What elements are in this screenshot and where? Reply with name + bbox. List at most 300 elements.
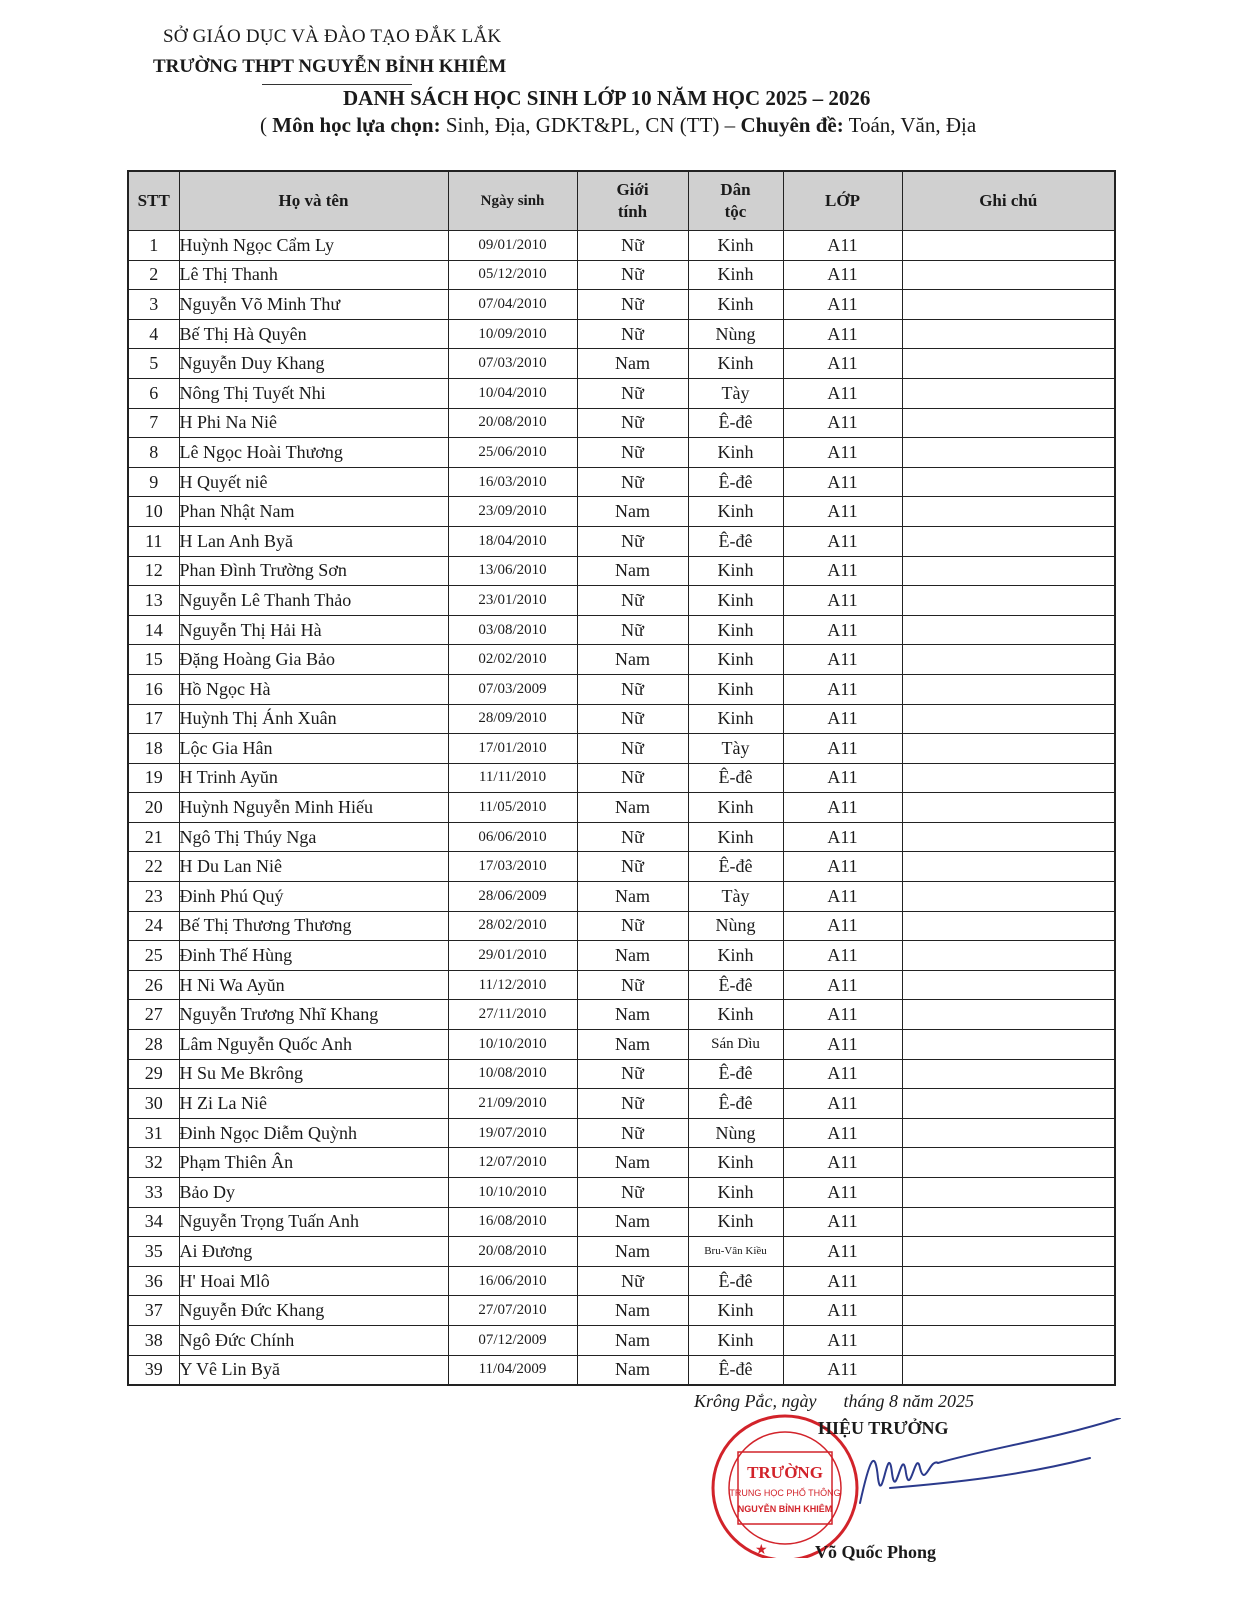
cell-stt: 24 (128, 911, 179, 941)
cell-stt: 37 (128, 1296, 179, 1326)
cell-name: H Du Lan Niê (179, 852, 448, 882)
cell-dob: 10/10/2010 (448, 1030, 577, 1060)
cell-class: A11 (783, 1148, 902, 1178)
cell-ethnicity: Kinh (688, 1000, 783, 1030)
cell-dob: 16/03/2010 (448, 467, 577, 497)
cell-name: H Lan Anh Byă (179, 526, 448, 556)
cell-sex: Nữ (577, 438, 688, 468)
table-row (128, 615, 1115, 645)
col-header-class: LỚP (783, 171, 902, 231)
table-row (128, 467, 1115, 497)
table-row (128, 408, 1115, 438)
school-name: TRƯỜNG THPT NGUYỄN BỈNH KHIÊM (153, 56, 507, 77)
cell-sex: Nam (577, 882, 688, 912)
cell-name: Nguyễn Duy Khang (179, 349, 448, 379)
cell-name: Lê Thị Thanh (179, 260, 448, 290)
table-row (128, 260, 1115, 290)
cell-ethnicity: Kinh (688, 556, 783, 586)
cell-name: Lê Ngọc Hoài Thương (179, 438, 448, 468)
cell-class: A11 (783, 1207, 902, 1237)
cell-sex: Nữ (577, 1059, 688, 1089)
cell-class: A11 (783, 497, 902, 527)
cell-sex: Nam (577, 349, 688, 379)
cell-name: Lộc Gia Hân (179, 734, 448, 764)
table-row (128, 1030, 1115, 1060)
cell-class: A11 (783, 1325, 902, 1355)
cell-ethnicity: Ê-đê (688, 408, 783, 438)
document-subtitle (260, 113, 976, 138)
cell-stt: 2 (128, 260, 179, 290)
cell-sex: Nam (577, 1148, 688, 1178)
table-row (128, 1207, 1115, 1237)
cell-class: A11 (783, 822, 902, 852)
subtitle-open: ( (260, 113, 273, 137)
cell-note (902, 378, 1115, 408)
stamp-line-2: TRUNG HỌC PHỔ THÔNG (729, 1488, 841, 1498)
cell-class: A11 (783, 674, 902, 704)
cell-sex: Nữ (577, 526, 688, 556)
cell-stt: 1 (128, 231, 179, 261)
cell-name: Phan Nhật Nam (179, 497, 448, 527)
table-row (128, 319, 1115, 349)
cell-name: Đặng Hoàng Gia Bảo (179, 645, 448, 675)
cell-stt: 12 (128, 556, 179, 586)
cell-note (902, 1237, 1115, 1267)
cell-sex: Nam (577, 1325, 688, 1355)
cell-sex: Nữ (577, 911, 688, 941)
cell-dob: 10/09/2010 (448, 319, 577, 349)
cell-ethnicity: Kinh (688, 704, 783, 734)
cell-dob: 16/06/2010 (448, 1266, 577, 1296)
cell-ethnicity: Ê-đê (688, 526, 783, 556)
cell-sex: Nam (577, 793, 688, 823)
cell-name: Nguyễn Võ Minh Thư (179, 290, 448, 320)
cell-ethnicity: Kinh (688, 1325, 783, 1355)
department-name: SỞ GIÁO DỤC VÀ ĐÀO TẠO ĐẮK LẮK (163, 26, 502, 47)
table-row (128, 970, 1115, 1000)
cell-class: A11 (783, 941, 902, 971)
cell-ethnicity: Kinh (688, 615, 783, 645)
table-row (128, 763, 1115, 793)
cell-ethnicity: Kinh (688, 1296, 783, 1326)
table-row (128, 1000, 1115, 1030)
cell-class: A11 (783, 231, 902, 261)
cell-dob: 27/11/2010 (448, 1000, 577, 1030)
cell-dob: 07/12/2009 (448, 1325, 577, 1355)
cell-dob: 05/12/2010 (448, 260, 577, 290)
place-date: Krông Pắc, ngày tháng 8 năm 2025 (694, 1391, 974, 1411)
cell-note (902, 526, 1115, 556)
cell-ethnicity: Ê-đê (688, 467, 783, 497)
cell-stt: 27 (128, 1000, 179, 1030)
cell-class: A11 (783, 349, 902, 379)
cell-dob: 11/05/2010 (448, 793, 577, 823)
col-header-stt: STT (128, 171, 179, 231)
table-row (128, 349, 1115, 379)
cell-dob: 25/06/2010 (448, 438, 577, 468)
cell-sex: Nữ (577, 1118, 688, 1148)
cell-sex: Nam (577, 556, 688, 586)
cell-sex: Nam (577, 497, 688, 527)
cell-ethnicity: Nùng (688, 319, 783, 349)
cell-dob: 28/06/2009 (448, 882, 577, 912)
cell-name: Ai Đương (179, 1237, 448, 1267)
cell-stt: 23 (128, 882, 179, 912)
cell-class: A11 (783, 970, 902, 1000)
cell-ethnicity: Kinh (688, 793, 783, 823)
table-row (128, 1296, 1115, 1326)
cell-stt: 15 (128, 645, 179, 675)
cell-dob: 06/06/2010 (448, 822, 577, 852)
cell-dob: 21/09/2010 (448, 1089, 577, 1119)
cell-sex: Nữ (577, 852, 688, 882)
cell-dob: 02/02/2010 (448, 645, 577, 675)
cell-ethnicity: Bru-Vân Kiều (688, 1237, 783, 1267)
cell-note (902, 822, 1115, 852)
cell-name: Y Vê Lin Byă (179, 1355, 448, 1385)
cell-ethnicity: Ê-đê (688, 763, 783, 793)
cell-dob: 11/11/2010 (448, 763, 577, 793)
principal-name: Võ Quốc Phong (815, 1542, 937, 1562)
col-header-sex (577, 171, 688, 231)
cell-stt: 21 (128, 822, 179, 852)
cell-note (902, 1266, 1115, 1296)
cell-class: A11 (783, 1237, 902, 1267)
cell-ethnicity: Ê-đê (688, 970, 783, 1000)
table-row (128, 497, 1115, 527)
cell-name: Nông Thị Tuyết Nhi (179, 378, 448, 408)
table-header-row (128, 171, 1115, 231)
cell-name: Phạm Thiên Ân (179, 1148, 448, 1178)
cell-name: Nguyễn Lê Thanh Thảo (179, 586, 448, 616)
subjects-value: Sinh, Địa, GDKT&PL, CN (TT) – (440, 113, 741, 137)
cell-stt: 16 (128, 674, 179, 704)
cell-sex: Nữ (577, 586, 688, 616)
table-row (128, 882, 1115, 912)
cell-dob: 28/09/2010 (448, 704, 577, 734)
cell-name: H Zi La Niê (179, 1089, 448, 1119)
cell-name: Đinh Phú Quý (179, 882, 448, 912)
cell-note (902, 704, 1115, 734)
cell-stt: 10 (128, 497, 179, 527)
table-row (128, 290, 1115, 320)
cell-class: A11 (783, 1296, 902, 1326)
cell-name: H Su Me Bkrông (179, 1059, 448, 1089)
cell-ethnicity: Kinh (688, 497, 783, 527)
cell-name: Huỳnh Nguyễn Minh Hiếu (179, 793, 448, 823)
cell-dob: 03/08/2010 (448, 615, 577, 645)
topics-label: Chuyên đề: (740, 113, 844, 137)
cell-note (902, 615, 1115, 645)
cell-stt: 18 (128, 734, 179, 764)
table-row (128, 1148, 1115, 1178)
cell-sex: Nam (577, 1296, 688, 1326)
cell-dob: 11/04/2009 (448, 1355, 577, 1385)
cell-stt: 39 (128, 1355, 179, 1385)
cell-note (902, 1030, 1115, 1060)
cell-name: H Trinh Ayŭn (179, 763, 448, 793)
cell-stt: 5 (128, 349, 179, 379)
col-header-dob: Ngày sinh (448, 171, 577, 231)
cell-dob: 10/04/2010 (448, 378, 577, 408)
cell-class: A11 (783, 526, 902, 556)
cell-dob: 27/07/2010 (448, 1296, 577, 1326)
col-header-ethnicity (688, 171, 783, 231)
cell-note (902, 645, 1115, 675)
col-header-eth-line2: tộc (724, 202, 747, 221)
school-underline (262, 84, 412, 85)
cell-ethnicity: Kinh (688, 349, 783, 379)
cell-class: A11 (783, 1266, 902, 1296)
topics-value: Toán, Văn, Địa (843, 113, 977, 137)
cell-class: A11 (783, 378, 902, 408)
cell-ethnicity: Nùng (688, 1118, 783, 1148)
table-row (128, 438, 1115, 468)
cell-dob: 29/01/2010 (448, 941, 577, 971)
cell-stt: 33 (128, 1178, 179, 1208)
cell-sex: Nam (577, 1355, 688, 1385)
table-row (128, 526, 1115, 556)
stamp-center-word: TRƯỜNG (747, 1463, 823, 1482)
cell-ethnicity: Sán Dìu (688, 1030, 783, 1060)
cell-ethnicity: Kinh (688, 822, 783, 852)
cell-note (902, 970, 1115, 1000)
cell-ethnicity: Kinh (688, 260, 783, 290)
cell-sex: Nữ (577, 1178, 688, 1208)
cell-sex: Nữ (577, 408, 688, 438)
cell-ethnicity: Kinh (688, 1178, 783, 1208)
cell-name: Hồ Ngọc Hà (179, 674, 448, 704)
cell-sex: Nữ (577, 378, 688, 408)
cell-class: A11 (783, 882, 902, 912)
cell-dob: 10/08/2010 (448, 1059, 577, 1089)
cell-stt: 22 (128, 852, 179, 882)
cell-note (902, 1355, 1115, 1385)
cell-ethnicity: Kinh (688, 1207, 783, 1237)
cell-class: A11 (783, 1000, 902, 1030)
table-row (128, 1325, 1115, 1355)
cell-ethnicity: Kinh (688, 290, 783, 320)
cell-ethnicity: Ê-đê (688, 1059, 783, 1089)
cell-note (902, 438, 1115, 468)
table-row (128, 1266, 1115, 1296)
subjects-label: Môn học lựa chọn: (272, 113, 441, 137)
table-row (128, 586, 1115, 616)
cell-class: A11 (783, 467, 902, 497)
cell-name: Đinh Thế Hùng (179, 941, 448, 971)
table-row (128, 1118, 1115, 1148)
cell-note (902, 260, 1115, 290)
cell-class: A11 (783, 319, 902, 349)
cell-class: A11 (783, 1059, 902, 1089)
cell-stt: 6 (128, 378, 179, 408)
table-row (128, 1237, 1115, 1267)
cell-ethnicity: Kinh (688, 438, 783, 468)
cell-class: A11 (783, 734, 902, 764)
table-row (128, 734, 1115, 764)
cell-note (902, 467, 1115, 497)
cell-class: A11 (783, 1118, 902, 1148)
cell-stt: 19 (128, 763, 179, 793)
cell-note (902, 1148, 1115, 1178)
cell-stt: 9 (128, 467, 179, 497)
cell-name: Ngô Thị Thúy Nga (179, 822, 448, 852)
cell-ethnicity: Kinh (688, 1148, 783, 1178)
cell-stt: 20 (128, 793, 179, 823)
cell-dob: 20/08/2010 (448, 1237, 577, 1267)
cell-ethnicity: Tày (688, 734, 783, 764)
cell-class: A11 (783, 852, 902, 882)
table-row (128, 852, 1115, 882)
cell-sex: Nữ (577, 290, 688, 320)
cell-dob: 16/08/2010 (448, 1207, 577, 1237)
cell-sex: Nữ (577, 260, 688, 290)
cell-sex: Nữ (577, 467, 688, 497)
cell-name: H' Hoai Mlô (179, 1266, 448, 1296)
cell-stt: 29 (128, 1059, 179, 1089)
cell-name: H Quyết niê (179, 467, 448, 497)
table-row (128, 1355, 1115, 1385)
student-table (127, 170, 1116, 1386)
cell-ethnicity: Kinh (688, 674, 783, 704)
cell-dob: 23/09/2010 (448, 497, 577, 527)
cell-sex: Nam (577, 941, 688, 971)
cell-note (902, 408, 1115, 438)
col-header-eth-line1: Dân (720, 180, 751, 199)
cell-class: A11 (783, 438, 902, 468)
cell-stt: 13 (128, 586, 179, 616)
cell-dob: 18/04/2010 (448, 526, 577, 556)
table-row (128, 822, 1115, 852)
cell-class: A11 (783, 615, 902, 645)
cell-stt: 36 (128, 1266, 179, 1296)
cell-class: A11 (783, 556, 902, 586)
cell-name: Nguyễn Thị Hải Hà (179, 615, 448, 645)
cell-class: A11 (783, 645, 902, 675)
cell-ethnicity: Ê-đê (688, 852, 783, 882)
stamp-line-3: NGUYỄN BỈNH KHIÊM (737, 1504, 833, 1514)
cell-ethnicity: Kinh (688, 231, 783, 261)
cell-ethnicity: Ê-đê (688, 1089, 783, 1119)
cell-note (902, 793, 1115, 823)
cell-note (902, 911, 1115, 941)
cell-class: A11 (783, 1178, 902, 1208)
cell-dob: 20/08/2010 (448, 408, 577, 438)
cell-ethnicity: Ê-đê (688, 1266, 783, 1296)
col-header-name: Họ và tên (179, 171, 448, 231)
cell-dob: 07/03/2009 (448, 674, 577, 704)
cell-note (902, 586, 1115, 616)
cell-sex: Nữ (577, 704, 688, 734)
cell-note (902, 882, 1115, 912)
cell-sex: Nam (577, 1237, 688, 1267)
cell-note (902, 1325, 1115, 1355)
cell-class: A11 (783, 911, 902, 941)
cell-sex: Nam (577, 645, 688, 675)
cell-sex: Nam (577, 1207, 688, 1237)
cell-dob: 11/12/2010 (448, 970, 577, 1000)
cell-dob: 23/01/2010 (448, 586, 577, 616)
cell-stt: 11 (128, 526, 179, 556)
cell-ethnicity: Tày (688, 378, 783, 408)
table-row (128, 1089, 1115, 1119)
cell-class: A11 (783, 763, 902, 793)
cell-name: Nguyễn Đức Khang (179, 1296, 448, 1326)
col-header-sex-line1: Giới (616, 180, 649, 199)
cell-sex: Nữ (577, 734, 688, 764)
col-header-note: Ghi chú (902, 171, 1115, 231)
cell-stt: 25 (128, 941, 179, 971)
cell-name: Nguyễn Trương Nhĩ Khang (179, 1000, 448, 1030)
cell-sex: Nữ (577, 822, 688, 852)
cell-ethnicity: Kinh (688, 645, 783, 675)
cell-stt: 7 (128, 408, 179, 438)
table-row (128, 378, 1115, 408)
cell-note (902, 1178, 1115, 1208)
cell-sex: Nữ (577, 615, 688, 645)
stamp-star-icon: ★ (755, 1543, 768, 1558)
cell-dob: 10/10/2010 (448, 1178, 577, 1208)
cell-class: A11 (783, 586, 902, 616)
cell-note (902, 290, 1115, 320)
document-title: DANH SÁCH HỌC SINH LỚP 10 NĂM HỌC 2025 – 2026 (343, 86, 871, 110)
cell-note (902, 763, 1115, 793)
cell-ethnicity: Ê-đê (688, 1355, 783, 1385)
cell-class: A11 (783, 260, 902, 290)
cell-stt: 26 (128, 970, 179, 1000)
cell-dob: 13/06/2010 (448, 556, 577, 586)
cell-sex: Nam (577, 1030, 688, 1060)
cell-dob: 17/01/2010 (448, 734, 577, 764)
cell-note (902, 497, 1115, 527)
cell-note (902, 1296, 1115, 1326)
cell-ethnicity: Tày (688, 882, 783, 912)
cell-note (902, 556, 1115, 586)
cell-stt: 35 (128, 1237, 179, 1267)
cell-note (902, 1059, 1115, 1089)
cell-ethnicity: Nùng (688, 911, 783, 941)
cell-note (902, 941, 1115, 971)
cell-name: Đinh Ngọc Diễm Quỳnh (179, 1118, 448, 1148)
cell-dob: 07/03/2010 (448, 349, 577, 379)
cell-sex: Nữ (577, 319, 688, 349)
cell-note (902, 734, 1115, 764)
table-row (128, 556, 1115, 586)
cell-sex: Nữ (577, 970, 688, 1000)
table-row (128, 645, 1115, 675)
cell-note (902, 852, 1115, 882)
cell-dob: 09/01/2010 (448, 231, 577, 261)
cell-stt: 3 (128, 290, 179, 320)
table-row (128, 941, 1115, 971)
cell-class: A11 (783, 408, 902, 438)
cell-class: A11 (783, 1355, 902, 1385)
cell-note (902, 231, 1115, 261)
cell-stt: 4 (128, 319, 179, 349)
cell-ethnicity: Kinh (688, 941, 783, 971)
cell-stt: 17 (128, 704, 179, 734)
table-row (128, 793, 1115, 823)
cell-stt: 34 (128, 1207, 179, 1237)
cell-name: H Phi Na Niê (179, 408, 448, 438)
cell-note (902, 1207, 1115, 1237)
cell-stt: 8 (128, 438, 179, 468)
cell-note (902, 1000, 1115, 1030)
principal-title: HIỆU TRƯỞNG (818, 1418, 949, 1438)
cell-stt: 30 (128, 1089, 179, 1119)
cell-sex: Nữ (577, 763, 688, 793)
cell-name: H Ni Wa Ayŭn (179, 970, 448, 1000)
